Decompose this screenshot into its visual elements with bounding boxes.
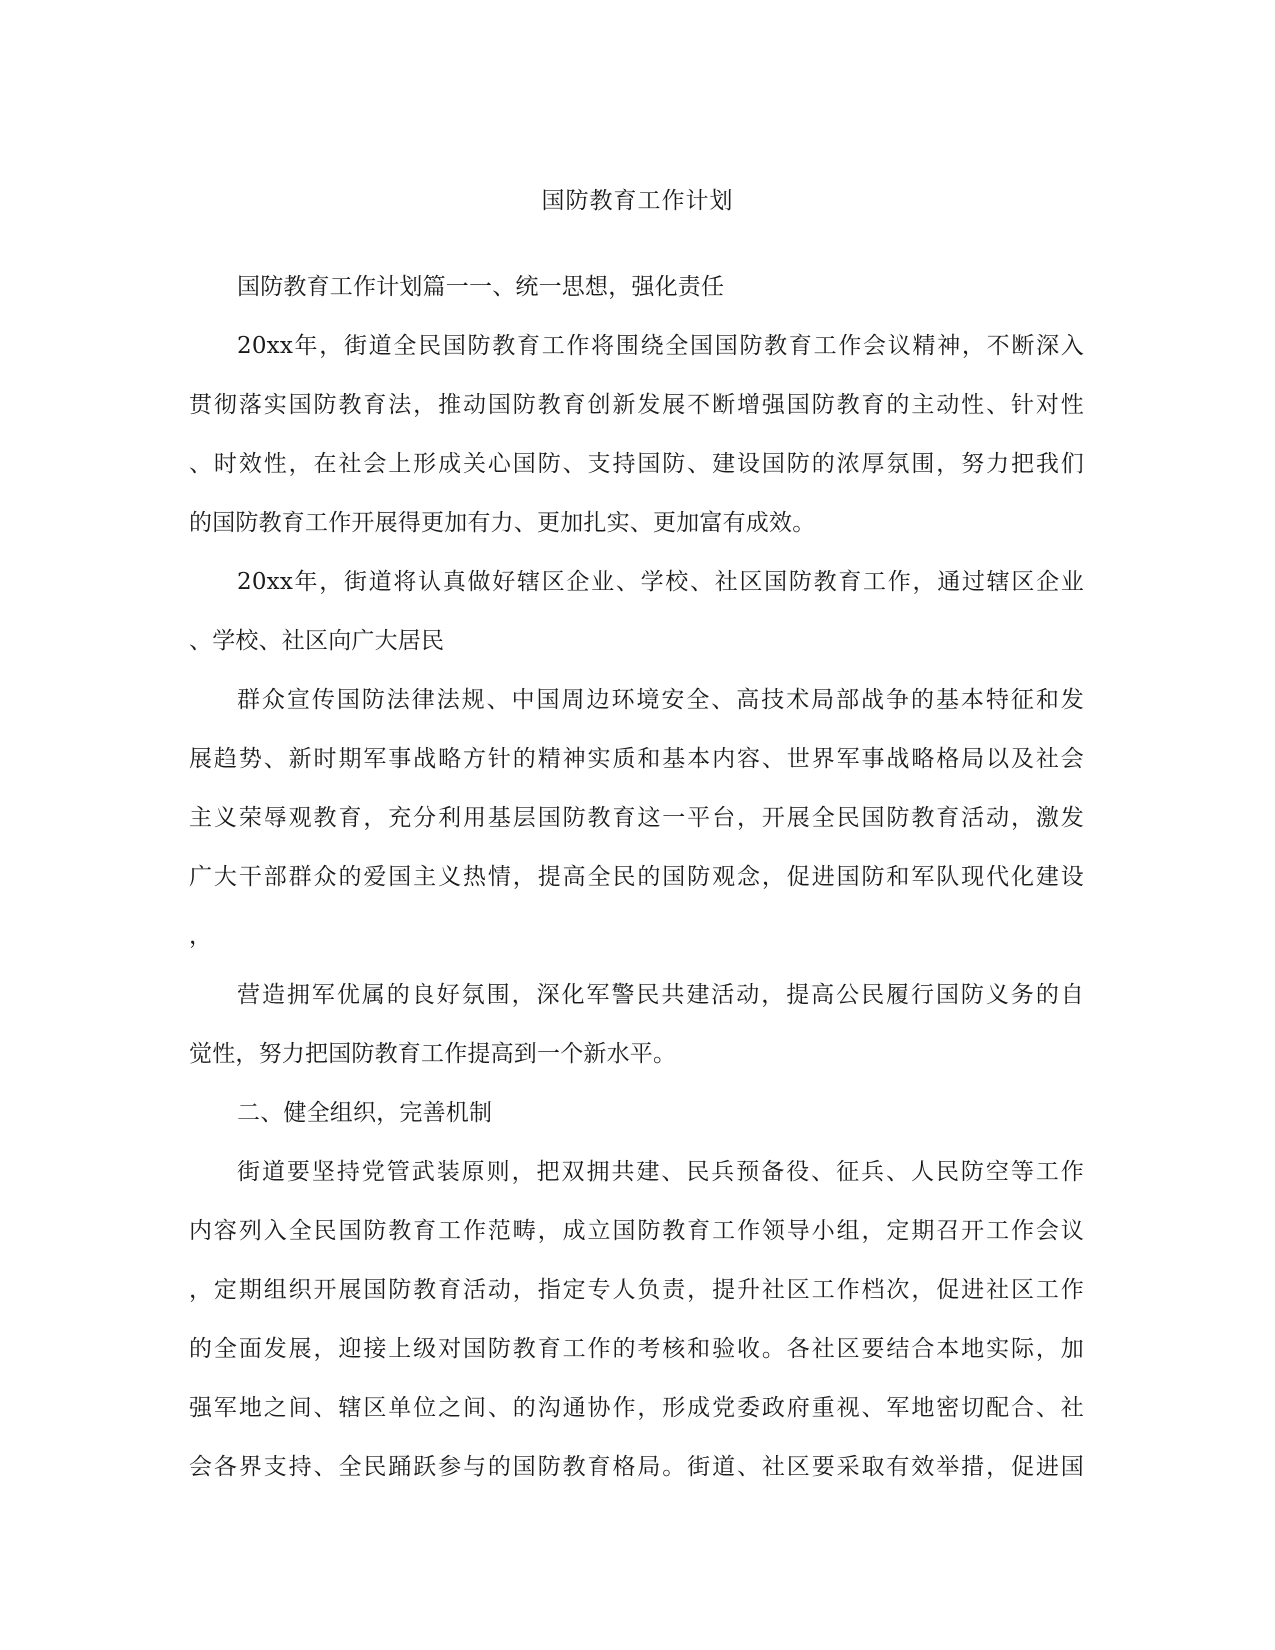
text-line: 会各界支持、全民踊跃参与的国防教育格局。街道、社区要采取有效举措，促进国: [189, 1454, 1084, 1480]
text-line: 群众宣传国防法律法规、中国周边环境安全、高技术局部战争的基本特征和发: [237, 687, 1084, 713]
text-line: 国防教育工作计划篇一一、统一思想，强化责任: [237, 274, 725, 300]
text-line: 二、健全组织，完善机制: [237, 1100, 493, 1126]
text-line: 街道要坚持党管武装原则，把双拥共建、民兵预备役、征兵、人民防空等工作: [237, 1159, 1084, 1185]
text-line: 广大干部群众的爱国主义热情，提高全民的国防观念，促进国防和军队现代化建设: [189, 864, 1084, 890]
text-line: 内容列入全民国防教育工作范畴，成立国防教育工作领导小组，定期召开工作会议: [189, 1218, 1084, 1244]
text-line: 强军地之间、辖区单位之间、的沟通协作，形成党委政府重视、军地密切配合、社: [189, 1395, 1084, 1421]
text-line: 的国防教育工作开展得更加有力、更加扎实、更加富有成效。: [189, 510, 816, 536]
text-line: 20xx年，街道将认真做好辖区企业、学校、社区国防教育工作，通过辖区企业: [237, 569, 1084, 595]
text-line: 、时效性，在社会上形成关心国防、支持国防、建设国防的浓厚氛围，努力把我们: [189, 451, 1084, 477]
text-line: ，: [189, 923, 213, 949]
text-line: 贯彻落实国防教育法，推动国防教育创新发展不断增强国防教育的主动性、针对性: [189, 392, 1084, 418]
text-line: 觉性，努力把国防教育工作提高到一个新水平。: [189, 1041, 677, 1067]
text-line: 主义荣辱观教育，充分利用基层国防教育这一平台，开展全民国防教育活动，激发: [189, 805, 1084, 831]
document-title: 国防教育工作计划: [541, 188, 734, 214]
document-body: [189, 258, 1084, 1497]
text-line: 展趋势、新时期军事战略方针的精神实质和基本内容、世界军事战略格局以及社会: [189, 746, 1084, 772]
text-line: 20xx年，街道全民国防教育工作将围绕全国国防教育工作会议精神，不断深入: [237, 333, 1084, 359]
text-line: 的全面发展，迎接上级对国防教育工作的考核和验收。各社区要结合本地实际，加: [189, 1336, 1084, 1362]
text-line: 营造拥军优属的良好氛围，深化军警民共建活动，提高公民履行国防义务的自: [237, 982, 1084, 1008]
text-line: ，定期组织开展国防教育活动，指定专人负责，提升社区工作档次，促进社区工作: [189, 1277, 1084, 1303]
text-line: 、学校、社区向广大居民: [189, 628, 445, 654]
